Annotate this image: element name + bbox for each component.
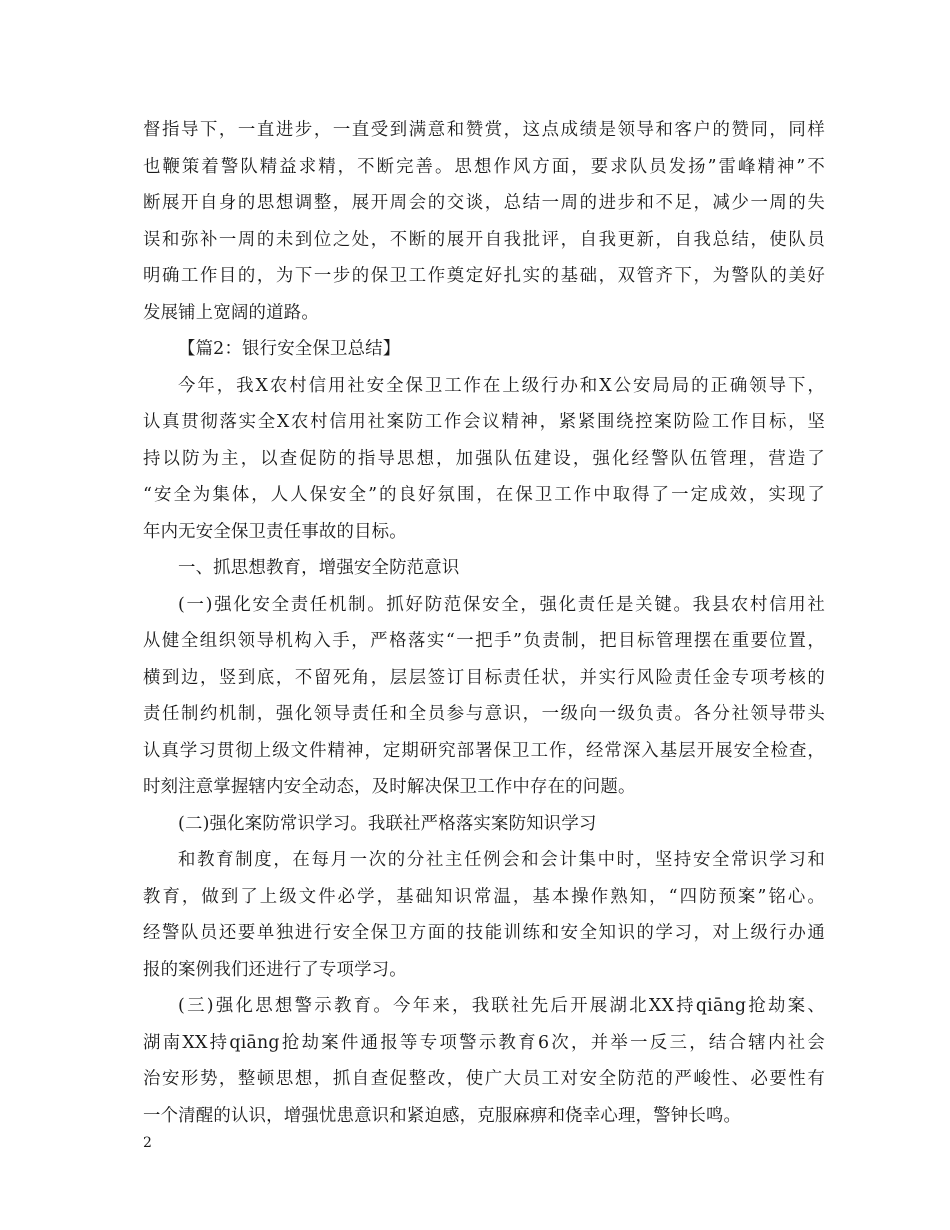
text-line-15: 从健全组织领导机构入手，严格落实“一把手”负责制，把目标管理摆在重要位置， xyxy=(143,631,825,651)
text-line-25: (三)强化思想警示教育。今年来，我联社先后开展湖北XX持qiāng抢劫案、 xyxy=(178,996,825,1016)
text-line-5: 明确工作目的，为下一步的保卫工作奠定好扎实的基础，双管齐下，为警队的美好 xyxy=(143,266,825,286)
text-line-10: 持以防为主，以查促防的指导思想，加强队伍建设，强化经警队伍管理，营造了 xyxy=(143,448,825,469)
text-line-2: 也鞭策着警队精益求精，不断完善。思想作风方面，要求队员发扬”雷峰精神”不 xyxy=(143,156,825,177)
text-line-16: 横到边，竖到底，不留死角，层层签订目标责任状，并实行风险责任金专项考核的 xyxy=(143,667,825,688)
text-line-24: 报的案例我们还进行了专项学习。 xyxy=(143,959,407,980)
text-line-17: 责任制约机制，强化领导责任和全员参与意识，一级向一级负责。各分社领导带头 xyxy=(143,704,825,724)
text-line-11: “安全为集体，人人保安全”的良好氛围，在保卫工作中取得了一定成效，实现了 xyxy=(143,485,825,505)
text-line-6: 发展铺上宽阔的道路。 xyxy=(143,302,319,323)
document-body xyxy=(143,112,825,1134)
section-heading: 【篇2：银行安全保卫总结】 xyxy=(178,339,401,359)
text-line-22: 教育，做到了上级文件必学，基础知识常温，基本操作熟知，“四防预案”铭心。 xyxy=(143,886,825,907)
text-line-27: 治安形势，整顿思想，抓自查促整改，使广大员工对安全防范的严峻性、必要性有 xyxy=(143,1069,825,1089)
text-line-28: 一个清醒的认识，增强忧患意识和紧迫感，克服麻痹和侥幸心理，警钟长鸣。 xyxy=(143,1105,742,1126)
text-line-23: 经警队员还要单独进行安全保卫方面的技能训练和安全知识的学习，对上级行办通 xyxy=(143,923,825,943)
subheading-one: 一、抓思想教育，增强安全防范意识 xyxy=(178,558,460,578)
text-line-26: 湖南XX持qiāng抢劫案件通报等专项警示教育6次，并举一反三，结合辖内社会 xyxy=(143,1032,825,1053)
text-line-1: 督指导下，一直进步，一直受到满意和赞赏，这点成绩是领导和客户的赞同，同样 xyxy=(143,120,825,140)
text-line-4: 误和弥补一周的未到位之处，不断的展开自我批评，自我更新，自我总结，使队员 xyxy=(143,229,825,250)
text-line-18: 认真学习贯彻上级文件精神，定期研究部署保卫工作，经常深入基层开展安全检查， xyxy=(143,740,825,761)
page-number: 2 xyxy=(143,1135,152,1151)
text-line-3: 断展开自身的思想调整，展开周会的交谈，总结一周的进步和不足，减少一周的失 xyxy=(143,193,825,213)
text-line-20: (二)强化案防常识学习。我联社严格落实案防知识学习 xyxy=(178,813,597,834)
text-line-21: 和教育制度，在每月一次的分社主任例会和会计集中时，坚持安全常识学习和 xyxy=(178,850,825,870)
text-line-14: (一)强化安全责任机制。抓好防范保安全，强化责任是关键。我县农村信用社 xyxy=(178,594,825,615)
text-line-8: 今年，我X农村信用社安全保卫工作在上级行办和X公安局局的正确领导下， xyxy=(178,375,825,396)
text-line-9: 认真贯彻落实全X农村信用社案防工作会议精神，紧紧围绕控案防险工作目标，坚 xyxy=(143,412,825,432)
text-line-12: 年内无安全保卫责任事故的目标。 xyxy=(143,521,407,542)
text-line-19: 时刻注意掌握辖内安全动态，及时解决保卫工作中存在的问题。 xyxy=(143,777,636,797)
